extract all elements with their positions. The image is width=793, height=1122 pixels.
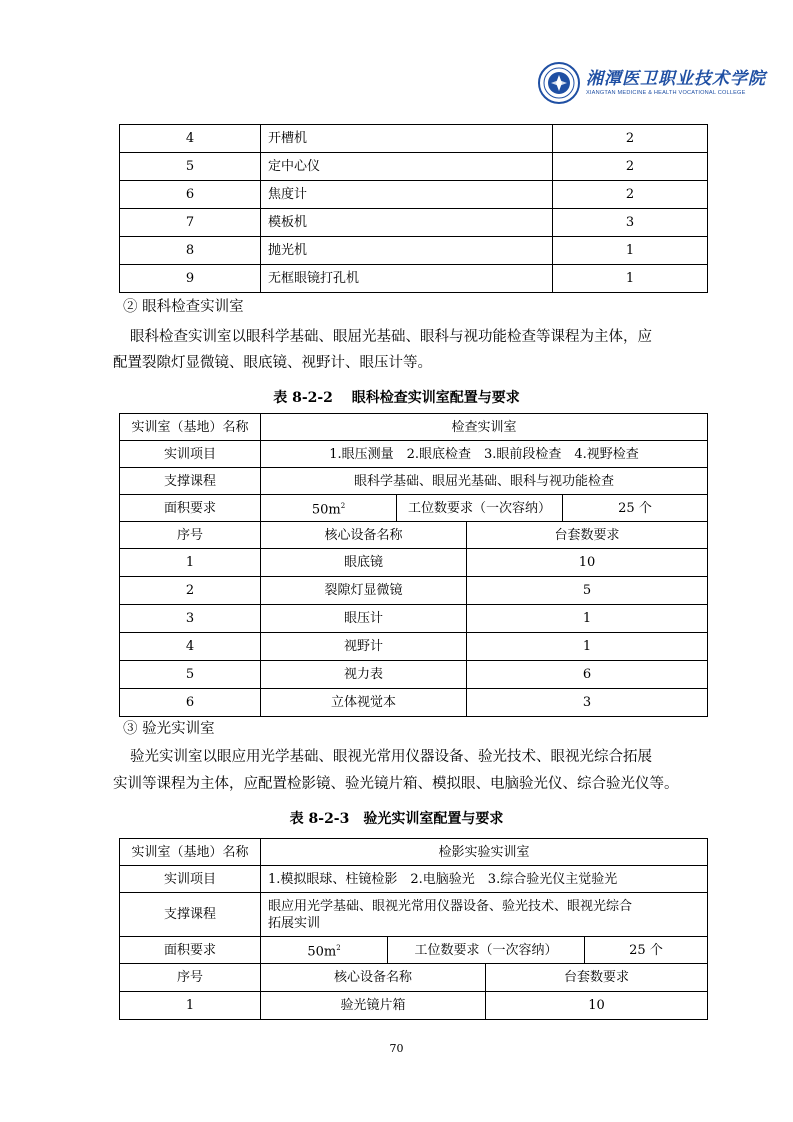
row-number: 3: [120, 605, 261, 633]
station-label: 工位数要求（一次容纳）: [397, 495, 563, 522]
college-emblem-icon: [538, 62, 580, 104]
table-row: [120, 209, 708, 237]
college-logo: [538, 62, 766, 106]
equipment-qty: 3: [553, 209, 708, 237]
row-number: 2: [120, 577, 261, 605]
table-row: [120, 549, 708, 577]
support-course-value: 眼科学基础、眼屈光基础、眼科与视功能检查: [261, 468, 708, 495]
row-number: 4: [120, 633, 261, 661]
paragraph-optometry-line1: 验光实训室以眼应用光学基础、眼视光常用仪器设备、验光技术、眼视光综合拓展: [130, 749, 652, 765]
equipment-qty: 2: [553, 181, 708, 209]
equipment-name: 焦度计: [261, 181, 553, 209]
table-row: [120, 661, 708, 689]
station-value: 25 个: [563, 495, 708, 522]
room-name-label: 实训室（基地）名称: [120, 414, 261, 441]
equipment-qty: 1: [553, 265, 708, 293]
equipment-name: 模板机: [261, 209, 553, 237]
optometry-config-table: [119, 838, 708, 1020]
room-name-value: 检查实训室: [261, 414, 708, 441]
room-name-label: 实训室（基地）名称: [120, 839, 261, 866]
equipment-table-continued: [119, 124, 708, 293]
support-course-label: 支撑课程: [120, 893, 261, 937]
row-number: 6: [120, 689, 261, 717]
table-caption-8-2-3: 表 8-2-3 验光实训室配置与要求: [289, 811, 504, 827]
equipment-qty: 1: [467, 605, 708, 633]
table-row: [120, 265, 708, 293]
area-label: 面积要求: [120, 937, 261, 964]
equipment-qty: 3: [467, 689, 708, 717]
equipment-qty: 2: [553, 153, 708, 181]
row-number: 8: [120, 237, 261, 265]
equipment-qty: 2: [553, 125, 708, 153]
training-project-label: 实训项目: [120, 866, 261, 893]
equipment-name: 验光镜片箱: [261, 992, 486, 1020]
row-number: 4: [120, 125, 261, 153]
section-heading-eye-exam: ② 眼科检查实训室: [123, 299, 244, 315]
col-header-qty: 台套数要求: [467, 522, 708, 549]
col-header-name: 核心设备名称: [261, 964, 486, 992]
equipment-name: 立体视觉本: [261, 689, 467, 717]
page-number: 70: [389, 1042, 404, 1055]
paragraph-eye-exam-line2: 配置裂隙灯显微镜、眼底镜、视野计、眼压计等。: [113, 355, 432, 371]
equipment-qty: 10: [467, 549, 708, 577]
training-project-label: 实训项目: [120, 441, 261, 468]
equipment-name: 定中心仪: [261, 153, 553, 181]
row-number: 5: [120, 661, 261, 689]
equipment-name: 抛光机: [261, 237, 553, 265]
table-row: [120, 125, 708, 153]
table-row: [120, 237, 708, 265]
support-course-label: 支撑课程: [120, 468, 261, 495]
table-caption-8-2-2: 表 8-2-2 眼科检查实训室配置与要求: [273, 390, 520, 406]
training-project-value: 1.眼压测量 2.眼底检查 3.眼前段检查 4.视野检查: [261, 441, 708, 468]
equipment-qty: 10: [486, 992, 708, 1020]
area-value: $50m^2$: [261, 937, 388, 964]
row-number: 6: [120, 181, 261, 209]
equipment-name: 眼底镜: [261, 549, 467, 577]
equipment-name: 眼压计: [261, 605, 467, 633]
equipment-name: 视力表: [261, 661, 467, 689]
station-value: 25 个: [585, 937, 708, 964]
table-row: [120, 992, 708, 1020]
row-number: 9: [120, 265, 261, 293]
support-course-value: 眼应用光学基础、眼视光常用仪器设备、验光技术、眼视光综合 拓展实训: [261, 893, 708, 937]
table-row: [120, 605, 708, 633]
row-number: 1: [120, 549, 261, 577]
table-row: [120, 633, 708, 661]
section-heading-optometry: ③ 验光实训室: [123, 721, 215, 737]
school-name-en: XIANGTAN MEDICINE & HEALTH VOCATIONAL COLLEGE: [586, 90, 746, 96]
room-name-value: 检影实验实训室: [261, 839, 708, 866]
station-label: 工位数要求（一次容纳）: [388, 937, 585, 964]
training-project-value: 1.模拟眼球、柱镜检影 2.电脑验光 3.综合验光仪主觉验光: [261, 866, 708, 893]
equipment-qty: 6: [467, 661, 708, 689]
table-row: [120, 153, 708, 181]
row-number: 7: [120, 209, 261, 237]
area-value: $50m^2$: [261, 495, 397, 522]
paragraph-eye-exam-line1: 眼科检查实训室以眼科学基础、眼屈光基础、眼科与视功能检查等课程为主体，应: [130, 329, 652, 345]
area-label: 面积要求: [120, 495, 261, 522]
paragraph-optometry-line2: 实训等课程为主体，应配置检影镜、验光镜片箱、模拟眼、电脑验光仪、综合验光仪等。: [113, 776, 679, 792]
row-number: 1: [120, 992, 261, 1020]
row-number: 5: [120, 153, 261, 181]
equipment-name: 无框眼镜打孔机: [261, 265, 553, 293]
table-row: [120, 577, 708, 605]
equipment-qty: 1: [553, 237, 708, 265]
eye-exam-config-table: [119, 413, 708, 717]
equipment-name: 裂隙灯显微镜: [261, 577, 467, 605]
table-row: [120, 181, 708, 209]
equipment-qty: 1: [467, 633, 708, 661]
equipment-name: 开槽机: [261, 125, 553, 153]
col-header-name: 核心设备名称: [261, 522, 467, 549]
col-header-qty: 台套数要求: [486, 964, 708, 992]
col-header-no: 序号: [120, 964, 261, 992]
table-row: [120, 689, 708, 717]
equipment-name: 视野计: [261, 633, 467, 661]
equipment-qty: 5: [467, 577, 708, 605]
col-header-no: 序号: [120, 522, 261, 549]
school-name-cn: 湘潭医卫职业技术学院: [586, 69, 766, 89]
